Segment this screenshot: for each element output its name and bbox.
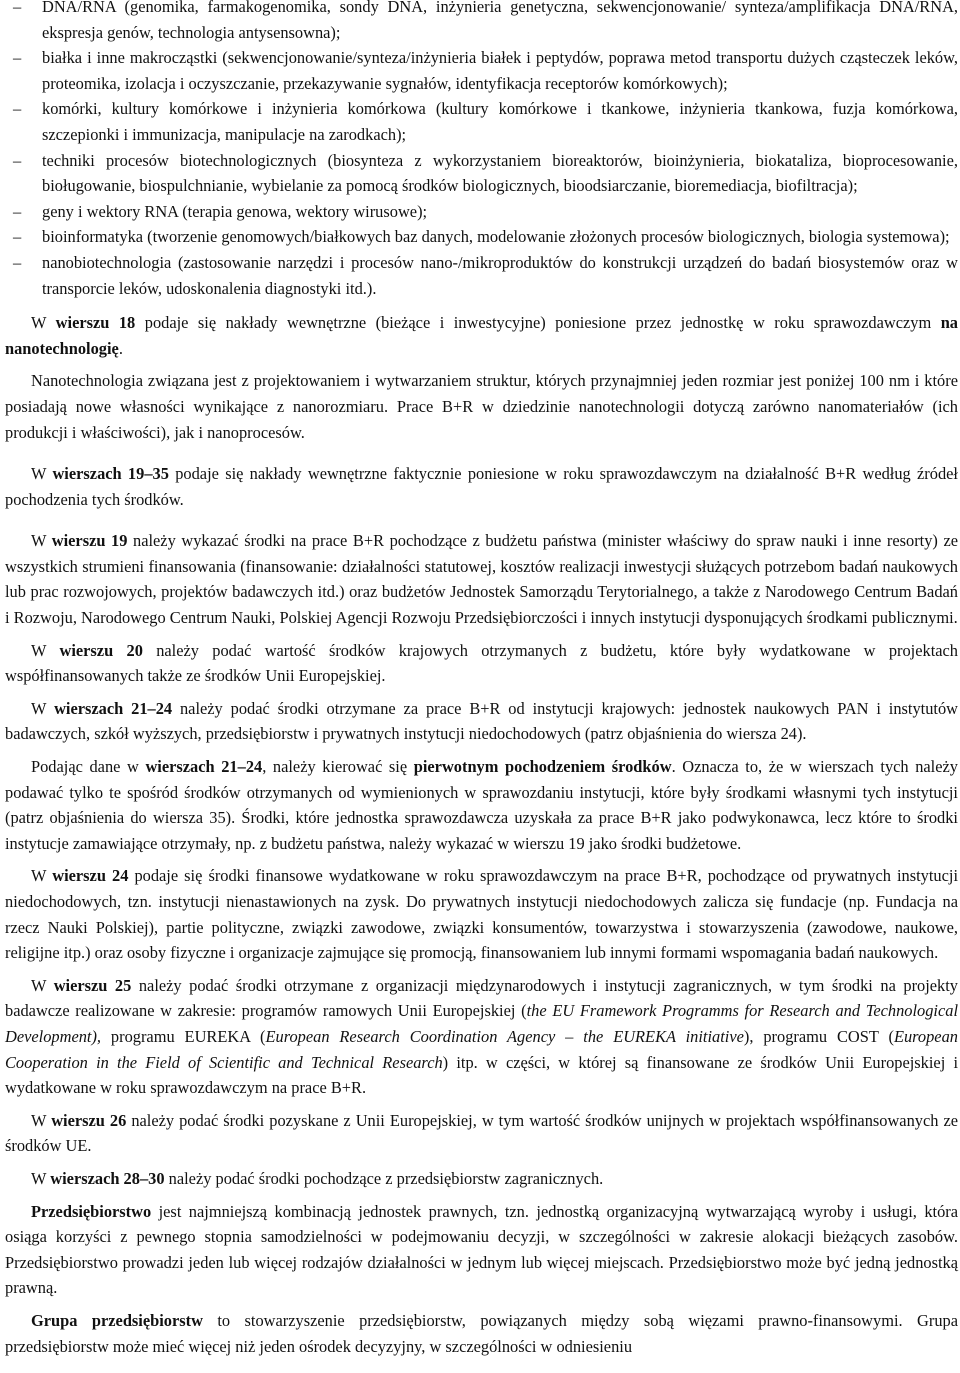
list-item: [5, 224, 958, 250]
paragraph-row-18: W wierszu 18 podaje się nakłady wewnętrzne (bieżące i inwestycyjne) poniesione przez jednostkę w roku sprawozdawczym na nanotechnologię.: [5, 313, 958, 358]
paragraph-row-24: W wierszu 24 podaje się środki finansowe wydatkowane w roku sprawozdawczym na prace B+R, pochodzące od prywatnych instytucji niedochodowych, tzn. instytucji nienastawionych na zysk. Do prywatnych instytucji niedochodowych zalicza się fundacje (np. Fundacja na rzecz Nauki Polskiej), partie polityczne, związki zawodowe, związki konsumentów, towarzystwa i stowarzyszenia (zawodowe, naukowe, religijne itp.) oraz osoby fizyczne i organizacje zajmujące się promocją, finansowaniem lub innymi formami wspomagania badań naukowych.: [5, 866, 958, 963]
row-reference: wierszach 21–24: [145, 757, 263, 777]
list-item: [5, 148, 958, 199]
paragraph-row-19: W wierszu 19 należy wykazać środki na prace B+R pochodzące z budżetu państwa (minister właściwy do spraw nauki i inne resorty) ze wszystkich strumieni finansowania (finansowanie: działalności statutowej, kosztów realizacji inwestycji służących potrzebom badań naukowych lub prac rozwojowych, projektów badawczych itd.) oraz budżetów Jednostek Samorządu Terytorialnego, a także z Narodowego Centrum Badań i Rozwoju, Narodowego Centrum Nauki, Polskiej Agencji Rozwoju Przedsiębiorczości i innych instytucji dysponujących środkami publicznymi.: [5, 531, 958, 628]
row-reference: wierszu 24: [52, 866, 129, 886]
paragraph-enterprise-definition: Przedsiębiorstwo jest najmniejszą kombinacją jednostek prawnych, tzn. jednostką organizacyjną wytwarzającą wyroby i usługi, która osiąga korzyści z pewnego stopnia samodzielności w podejmowaniu decyzji, w szczególności w zakresie alokacji bieżących zasobów. Przedsiębiorstwo prowadzi jeden lub więcej rodzajów działalności w jednym lub więcej miejscach. Przedsiębiorstwo może być jedną jednostką prawną.: [5, 1201, 958, 1298]
row-reference: wierszu 19: [51, 531, 128, 551]
row-reference: wierszach 19–35: [52, 464, 169, 484]
list-item-text: geny i wektory RNA (terapia genowa, wektory wirusowe);: [42, 201, 428, 221]
list-item: [5, 250, 958, 301]
paragraph-rows-19-35: W wierszach 19–35 podaje się nakłady wewnętrzne faktycznie poniesione w roku sprawozdawczym na działalność B+R według źródeł pochodzenia tych środków.: [5, 464, 958, 509]
list-item-text: techniki procesów biotechnologicznych (biosynteza z wykorzystaniem bioreaktorów, bioinżynieria, biokataliza, bioprocesowanie, bioługowanie, biospulchnianie, wybielanie za pomocą środków biologicznych, bioodsiarczanie, bioremediacja, biofiltracja);: [42, 150, 958, 196]
paragraph-primary-origin: Podając dane w wierszach 21–24, należy kierować się pierwotnym pochodzeniem środków. Oznacza to, że w wierszach tych należy podawać tylko te spośród środków otrzymanych od wymienionych w sprawozdaniu instytucji, które były środkami własnymi tych instytucji (patrz objaśnienia do wiersza 35). Środki, które jednostka sprawozdawcza uzyskała za prace B+R jako podwykonawca, lecz które to środki instytucje zamawiające otrzymały, np. z budżetu państwa, należy wykazać w wierszu 19 jako środki budżetowe.: [5, 757, 958, 853]
list-item: [5, 199, 958, 225]
list-item: [5, 45, 958, 96]
list-item: [5, 0, 958, 45]
list-item-text: DNA/RNA (genomika, farmakogenomika, sondy DNA, inżynieria genetyczna, sekwencjonowanie/ synteza/amplifikacja DNA/RNA, ekspresja genów, technologia antysensowna);: [42, 0, 958, 42]
defined-term: Przedsiębiorstwo: [31, 1201, 152, 1221]
defined-term: Grupa przedsiębiorstw: [31, 1310, 203, 1330]
list-item: [5, 96, 958, 147]
biotech-category-list: [5, 0, 958, 301]
list-item-text: komórki, kultury komórkowe i inżynieria komórkowa (kultury komórkowe i tkankowe, inżynieria tkankowa, fuzja komórkowa, szczepionki i immunizacja, manipulacje na zarodkach);: [42, 99, 958, 144]
program-name: European Cooperation in the Field of Scientific and Technical Research: [5, 1026, 958, 1072]
row-reference: wierszu 25: [53, 975, 132, 995]
list-item-text: białka i inne makrocząstki (sekwencjonowanie/synteza/inżynieria białek i peptydów, poprawa metod transportu dużych cząsteczek leków, proteomika, izolacja i oczyszczanie, przekazywanie sygnałów, identyfikacja receptorów komórkowych);: [42, 48, 958, 93]
emphasis: pierwotnym pochodzeniem środków: [413, 757, 672, 777]
row-reference: wierszu 26: [51, 1110, 127, 1130]
program-name: the EU Framework Programms for Research and Technological Development),: [5, 1001, 958, 1046]
paragraph-rows-21-24: W wierszach 21–24 należy podać środki otrzymane za prace B+R od instytucji krajowych: jednostek naukowych PAN i instytutów badawczych, szkół wyższych, przedsiębiorstw i prywatnych instytucji niedochodowych (patrz objaśnienia do wiersza 24).: [5, 698, 959, 744]
row-reference: wierszu 18: [55, 313, 136, 333]
row-reference: wierszach 21–24: [54, 698, 173, 718]
paragraph-nanotechnology-definition: Nanotechnologia związana jest z projektowaniem i wytwarzaniem struktur, których przynajmniej jeden rozmiar jest poniżej 100 nm i które posiadają nowe własności wynikające z nanorozmiaru. Prace B+R w dziedzinie nanotechnologii dotyczą zarówno nanomateriałów (ich produkcji i właściwości), jak i nanoprocesów.: [5, 371, 958, 442]
paragraph-row-20: W wierszu 20 należy podać wartość środków krajowych otrzymanych z budżetu, które były wydatkowane w projektach współfinansowanych także ze środków Unii Europejskiej.: [5, 640, 958, 686]
paragraph-enterprise-group-definition: Grupa przedsiębiorstw to stowarzyszenie przedsiębiorstw, powiązanych między sobą więzami prawno-finansowymi. Grupa przedsiębiorstw może mieć więcej niż jeden ośrodek decyzyjny, w szczególności w odniesieniu: [5, 1310, 958, 1356]
row-reference: wierszu 20: [59, 640, 143, 660]
paragraph-row-26: W wierszu 26 należy podać środki pozyskane z Unii Europejskiej, w tym wartość środków unijnych w projektach współfinansowanych ze środków UE.: [5, 1110, 958, 1156]
row-reference: wierszach 28–30: [50, 1168, 165, 1188]
emphasis: na nanotechnologię: [5, 313, 958, 358]
paragraph-rows-28-30: W wierszach 28–30 należy podać środki pochodzące z przedsiębiorstw zagranicznych.: [31, 1168, 604, 1188]
program-name: European Research Coordination Agency – the EUREKA initiative: [265, 1026, 744, 1046]
paragraph-row-25: W wierszu 25 należy podać środki otrzymane z organizacji międzynarodowych i instytucji zagranicznych, w tym środki na projekty badawcze realizowane w zakresie: programów ramowych Unii Europejskiej (the EU Framework Programms for Research and Technological Development), programu EUREKA (European Research Coordination Agency – the EUREKA initiative), programu COST (European Cooperation in the Field of Scientific and Technical Research) itp. w części, w której są finansowane ze środków Unii Europejskiej i wydatkowane w roku sprawozdawczym na prace B+R.: [5, 975, 959, 1098]
list-item-text: nanobiotechnologia (zastosowanie narzędzi i procesów nano-/mikroproduktów do konstrukcji urządzeń do badań biosystemów oraz w transporcie leków, udoskonalenia diagnostyki itd.).: [42, 252, 958, 298]
document-content: [5, 0, 958, 1366]
list-item-text: bioinformatyka (tworzenie genomowych/białkowych baz danych, modelowanie złożonych procesów biologicznych, biologia systemowa);: [42, 227, 950, 247]
